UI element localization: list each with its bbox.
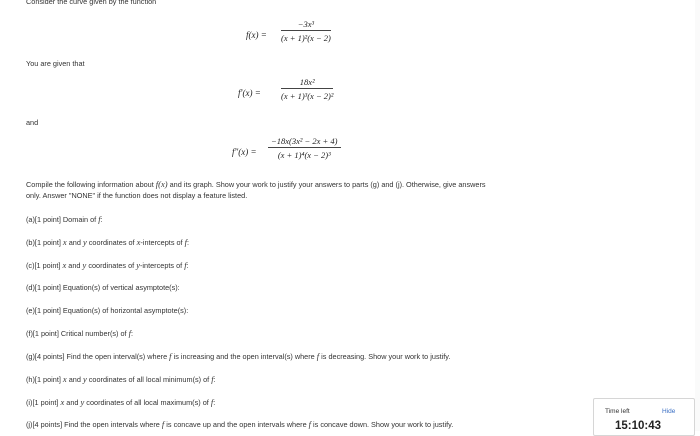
timer-hide-link[interactable]: Hide	[662, 408, 676, 415]
q-text: (d)[1 point] Equation(s) of vertical asymptote(s):	[26, 283, 180, 292]
q-math: y	[136, 260, 140, 270]
q-text: (h)[1 point]	[26, 375, 63, 384]
q-text: :	[100, 215, 103, 224]
q-text: is increasing and the open interval(s) where	[171, 352, 317, 361]
q-math: y	[80, 397, 85, 407]
q-math: x	[136, 237, 141, 247]
q-text: (i)[1 point]	[26, 398, 61, 407]
q-text: is concave up and the open intervals where	[164, 420, 309, 429]
f-lhs: f(x) =	[246, 30, 267, 40]
q-math: y	[82, 237, 87, 247]
q-text: :	[130, 329, 133, 338]
q-text: :	[213, 398, 216, 407]
q-text: and	[64, 398, 81, 407]
question-a	[26, 214, 103, 224]
fp-denominator: (x + 1)³(x − 2)²	[281, 91, 334, 101]
f-numerator: −3x³	[281, 19, 331, 31]
fpp-denominator: (x + 1)⁴(x − 2)³	[277, 150, 331, 160]
q-text: and	[66, 375, 83, 384]
instructions-line-2: only. Answer "NONE" if the function does not display a feature listed.	[26, 191, 248, 200]
q-math: x	[62, 260, 67, 270]
q-text: :	[186, 261, 189, 270]
fp-fraction	[281, 77, 333, 101]
fp-lhs: f′(x) =	[238, 88, 261, 98]
and-text: and	[26, 118, 39, 127]
timer-panel	[593, 398, 695, 436]
question-j	[26, 419, 453, 429]
instructions-line-1	[26, 179, 486, 189]
q-math: y	[82, 260, 87, 270]
fpp-numerator: −18x(3x² − 2x + 4)	[268, 136, 341, 148]
q-math: f	[308, 419, 312, 429]
q-text: :	[187, 238, 190, 247]
question-d	[26, 283, 180, 292]
q-text: -intercepts of	[139, 261, 185, 270]
q-text: (g)[4 points] Find the open interval(s) where	[26, 352, 170, 361]
q-text: coordinates of	[86, 238, 137, 247]
q-math: f	[161, 419, 165, 429]
question-i	[26, 397, 215, 407]
fp-equation	[238, 88, 261, 98]
question-e	[26, 306, 188, 315]
instructions-text-a: Compile the following information about	[26, 180, 156, 189]
instructions-text-b: and its graph. Show your work to justify your answers to parts (g) and (j). Otherwise, give answers	[167, 180, 486, 189]
q-text: and	[66, 238, 83, 247]
f-fraction	[281, 19, 331, 43]
q-text: (a)[1 point] Domain of	[26, 215, 99, 224]
q-text: coordinates of	[86, 261, 137, 270]
q-text: coordinates of all local minimum(s) of	[86, 375, 212, 384]
q-text: :	[213, 375, 216, 384]
fpp-equation	[232, 147, 257, 157]
q-text: (j)[4 points] Find the open intervals where	[26, 420, 162, 429]
q-math: x	[62, 237, 67, 247]
q-math: f	[211, 374, 214, 384]
f-equation	[246, 30, 267, 40]
q-math: f	[98, 214, 101, 224]
fpp-fraction	[268, 136, 341, 160]
question-g	[26, 351, 450, 361]
q-math: f	[184, 260, 187, 270]
q-text: -intercepts of	[140, 238, 185, 247]
q-math: f	[169, 351, 172, 361]
q-text: coordinates of all local maximum(s) of	[84, 398, 211, 407]
q-math: f	[316, 351, 320, 361]
fp-numerator: 18x²	[281, 77, 333, 89]
instructions-fx: f(x)	[155, 179, 168, 189]
q-math: f	[184, 237, 187, 247]
question-h	[26, 374, 216, 384]
q-text: (e)[1 point] Equation(s) of horizontal asymptote(s):	[26, 306, 189, 315]
q-math: x	[60, 397, 65, 407]
given-text: You are given that	[26, 59, 85, 68]
q-text: is concave down. Show your work to justify.	[311, 420, 454, 429]
intro-text: Consider the curve given by the function	[26, 0, 157, 6]
question-c	[26, 260, 189, 270]
q-math: y	[82, 374, 87, 384]
f-denominator: (x + 1)²(x − 2)	[281, 33, 331, 43]
fpp-lhs: f″(x) =	[232, 147, 257, 157]
question-b	[26, 237, 189, 247]
timer-label: Time left	[605, 408, 630, 415]
q-text: is decreasing. Show your work to justify.	[319, 352, 451, 361]
q-text: (c)[1 point]	[26, 261, 63, 270]
question-f	[26, 328, 133, 338]
scrollbar-rail[interactable]	[695, 0, 700, 431]
q-math: f	[128, 328, 131, 338]
q-math: f	[210, 397, 214, 407]
q-text: (b)[1 point]	[26, 238, 63, 247]
timer-time: 15:10:43	[615, 420, 662, 432]
q-math: x	[62, 374, 67, 384]
q-text: (f)[1 point] Critical number(s) of	[26, 329, 129, 338]
q-text: and	[66, 261, 83, 270]
